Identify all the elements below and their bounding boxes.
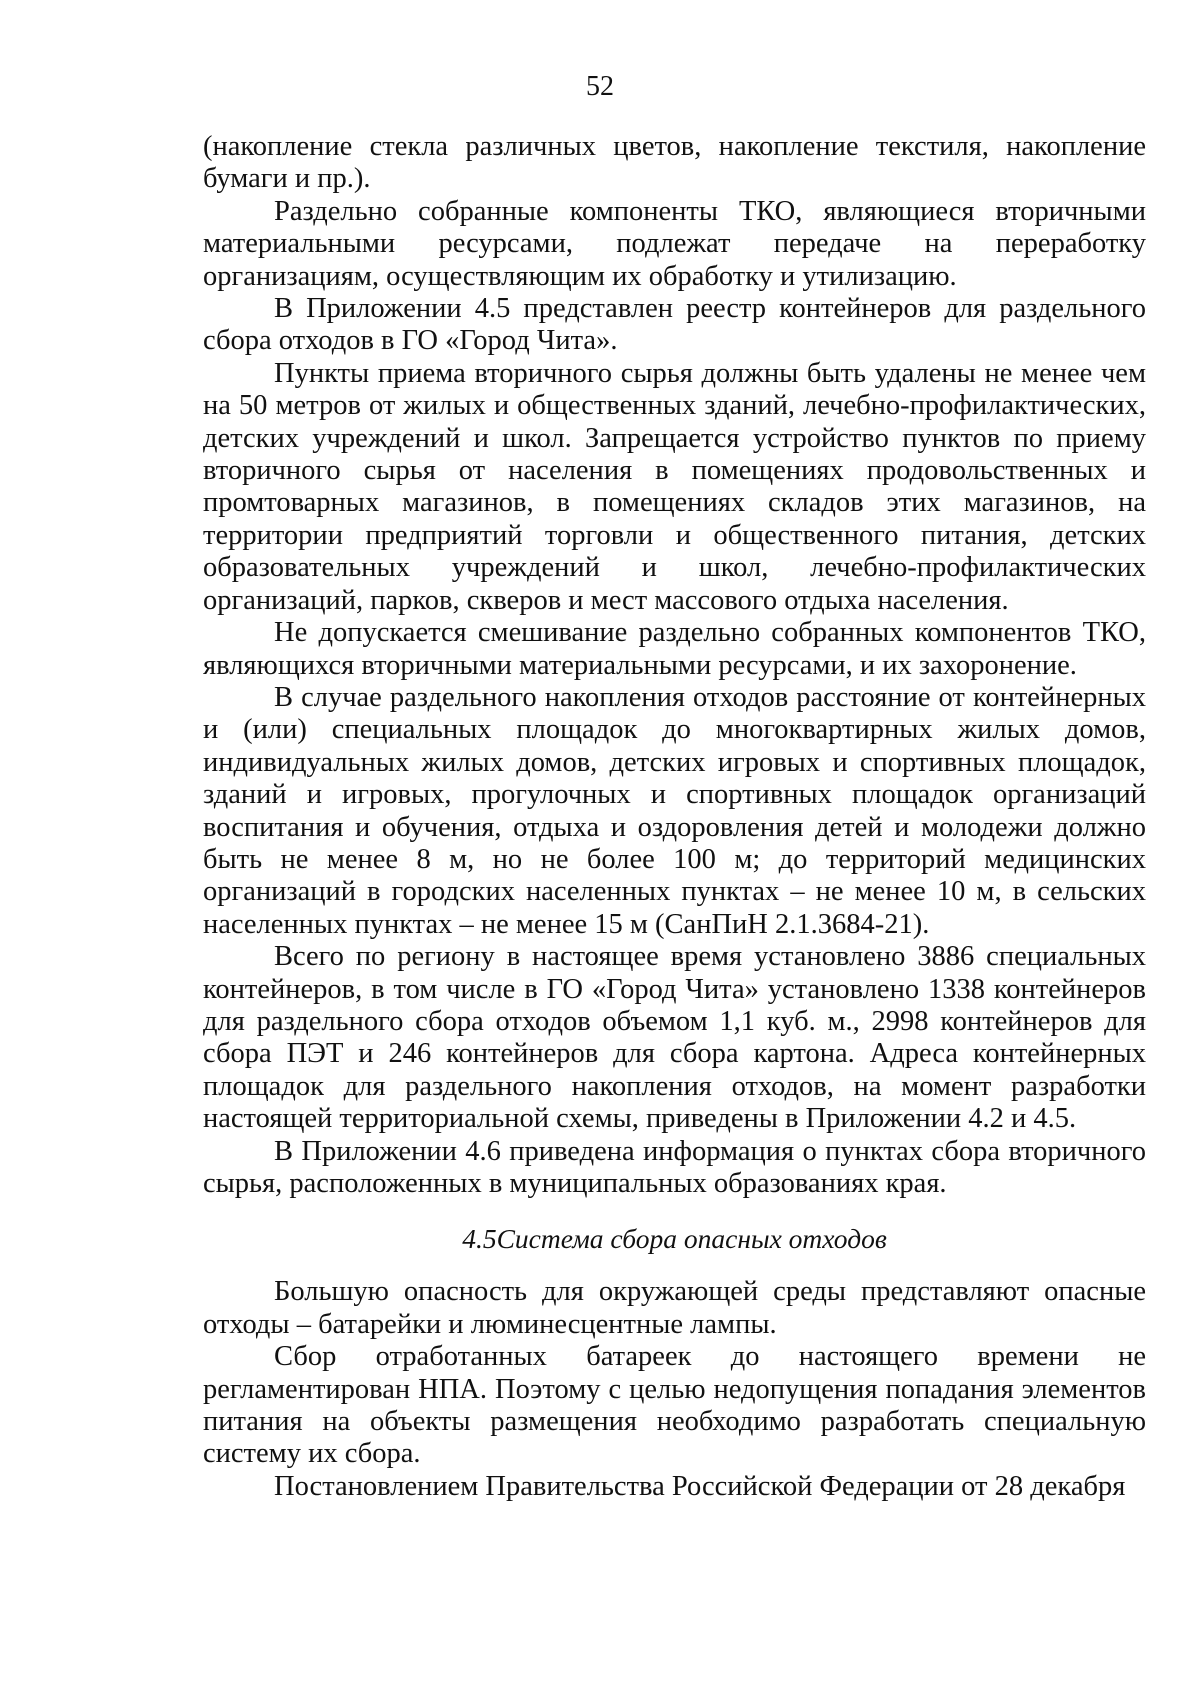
paragraph: Постановлением Правительства Российской Федерации от 28 декабря: [274, 1470, 1126, 1502]
page-number: 52: [586, 71, 614, 102]
document-body: [203, 131, 1146, 1503]
paragraph: Раздельно собранные компоненты ТКО, являющиеся вторичными материальными ресурсами, подлежат передаче на переработку организациям, осуществляющим их обработку и утилизацию.: [203, 195, 1146, 292]
paragraph: Сбор отработанных батареек до настоящего времени не регламентирован НПА. Поэтому с целью недопущения попадания элементов питания на объекты размещения необходимо разработать специальную систему их сбора.: [203, 1341, 1146, 1470]
paragraph: (накопление стекла различных цветов, накопление текстиля, накопление бумаги и пр.).: [203, 131, 1146, 195]
paragraph: Всего по региону в настоящее время установлено 3886 специальных контейнеров, в том числе в ГО «Город Чита» установлено 1338 контейнеров для раздельного сбора отходов объемом 1,1 куб. м., 2998 контейнеров для сбора ПЭТ и 246 контейнеров для сбора картона. Адреса контейнерных площадок для раздельного накопления отходов, на момент разработки настоящей территориальной схемы, приведены в Приложении 4.2 и 4.5.: [203, 941, 1146, 1135]
paragraph: Пункты приема вторичного сырья должны быть удалены не менее чем на 50 метров от жилых и общественных зданий, лечебно-профилактических, детских учреждений и школ. Запрещается устройство пунктов по приему вторичного сырья от населения в помещениях продовольственных и промтоварных магазинов, в помещениях складов этих магазинов, на территории предприятий торговли и общественного питания, детских образовательных учреждений и школ, лечебно-профилактических организаций, парков, скверов и мест массового отдыха населения.: [203, 357, 1146, 616]
paragraph: В Приложении 4.5 представлен реестр контейнеров для раздельного сбора отходов в ГО «Город Чита».: [203, 293, 1146, 357]
paragraph: В Приложении 4.6 приведена информация о пунктах сбора вторичного сырья, расположенных в муниципальных образованиях края.: [203, 1135, 1146, 1199]
section-heading: 4.5Система сбора опасных отходов: [462, 1223, 887, 1255]
paragraph: Большую опасность для окружающей среды представляют опасные отходы – батарейки и люминесцентные лампы.: [203, 1276, 1146, 1340]
paragraph: В случае раздельного накопления отходов расстояние от контейнерных и (или) специальных площадок до многоквартирных жилых домов, индивидуальных жилых домов, детских игровых и спортивных площадок, зданий и игровых, прогулочных и спортивных площадок организаций воспитания и обучения, отдыха и оздоровления детей и молодежи должно быть не менее 8 м, но не более 100 м; до территорий медицинских организаций в городских населенных пунктах – не менее 10 м, в сельских населенных пунктах – не менее 15 м (СанПиН 2.1.3684-21).: [203, 681, 1146, 940]
paragraph: Не допускается смешивание раздельно собранных компонентов ТКО, являющихся вторичными материальными ресурсами, и их захоронение.: [203, 617, 1146, 681]
